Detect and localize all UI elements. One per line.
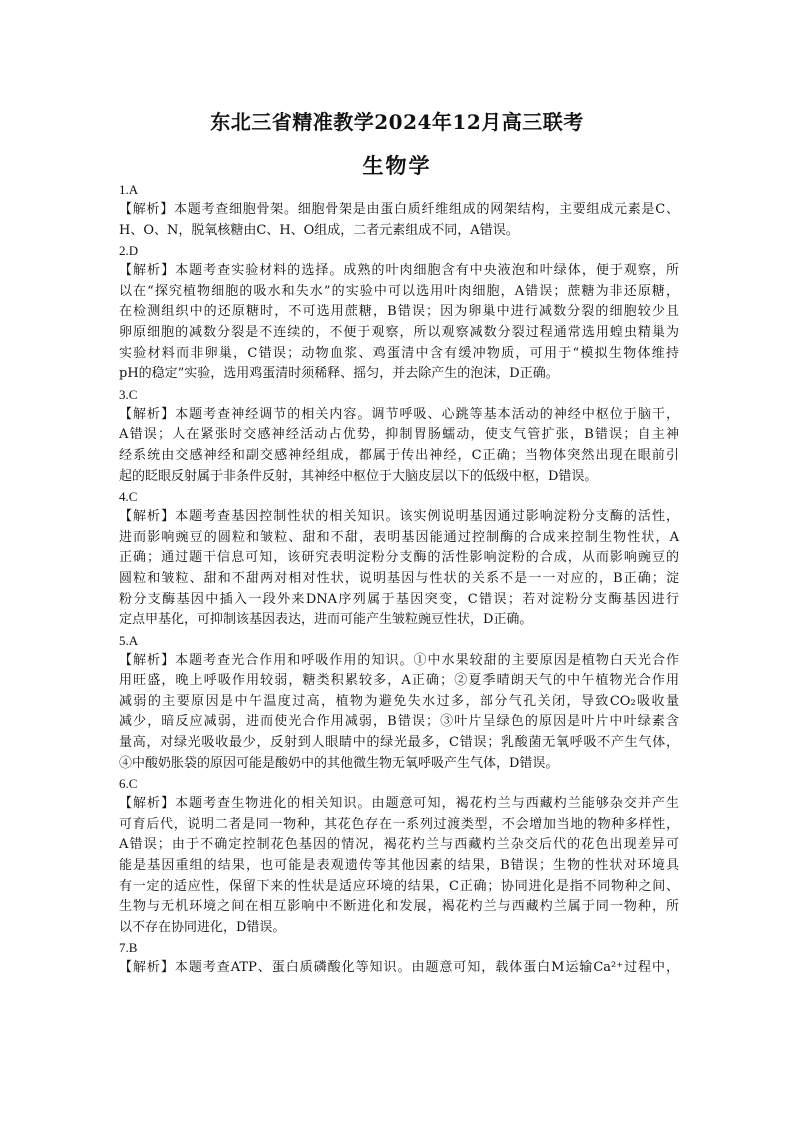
- answer-item: [119, 938, 679, 979]
- explanation-line: 卵原细胞的减数分裂是不连续的，不便于观察，所以观察减数分裂过程通常选用蝗虫精巢为: [119, 324, 679, 340]
- explanation-line: 【解析】本题考查生物进化的相关知识。由题意可知，褐花杓兰与西藏杓兰能够杂交并产生: [119, 796, 679, 812]
- explanation-line: 进而影响豌豆的圆粒和皱粒、甜和不甜，表明基因能通过控制酶的合成来控制生物性状，A: [119, 529, 679, 545]
- answer-key: 1.A: [119, 182, 139, 197]
- explanation-line: 能是基因重组的结果，也可能是表观遗传等其他因素的结果，B错误；生物的性状对环境具: [119, 858, 679, 874]
- explanation-paragraph: [119, 794, 679, 938]
- answer-item: [119, 631, 679, 775]
- explanation-line: 以在“探究植物细胞的吸水和失水”的实验中可以选用叶肉细胞，A错误；蔗糖为非还原糖，: [119, 283, 679, 299]
- explanation-line: ④中酸奶胀袋的原因可能是酸奶中的其他微生物无氧呼吸产生气体，D错误。: [119, 755, 559, 771]
- explanation-line: 【解析】本题考查光合作用和呼吸作用的知识。①中水果较甜的主要原因是植物白天光合作: [119, 652, 679, 668]
- answer-key: 2.D: [119, 243, 139, 259]
- explanation-line: 定点甲基化，可抑制该基因表达，进而可能产生皱粒豌豆性状，D正确。: [119, 612, 533, 628]
- explanation-line: 以不存在协同进化，D错误。: [119, 919, 286, 935]
- answer-key: 3.C: [119, 386, 138, 402]
- explanation-line: 【解析】本题考查细胞骨架。细胞骨架是由蛋白质纤维组成的网架结构，主要组成元素是C、: [119, 202, 679, 217]
- explanation-paragraph: [119, 200, 679, 241]
- explanation-line: 用旺盛，晚上呼吸作用较弱，糖类积累较多，A正确；②夏季晴朗天气的中午植物光合作用: [119, 673, 679, 689]
- answer-item: [119, 385, 679, 487]
- explanation-line: 量高，对绿光吸收最少，反射到人眼睛中的绿光最多，C错误；乳酸菌无氧呼吸不产生气体，: [119, 735, 679, 751]
- explanation-line: A错误；人在紧张时交感神经活动占优势，抑制胃肠蠕动，使支气管扩张，B错误；自主神: [119, 427, 679, 443]
- explanation-line: 可育后代，说明二者是同一物种，其花色存在一系列过渡类型，不会增加当地的物种多样性，: [119, 816, 679, 832]
- answer-item: [119, 774, 679, 938]
- answer-item: [119, 241, 679, 385]
- explanation-line: 【解析】本题考查ATP、蛋白质磷酸化等知识。由题意可知，载体蛋白M运输Ca²⁺过程中，: [119, 960, 679, 976]
- explanation-line: H、O、N，脱氧核糖由C、H、O组成，二者元素组成不同，A错误。: [119, 222, 519, 238]
- explanation-line: 生物与无机环境之间在相互影响中不断进化和发展，褐花杓兰与西藏杓兰属于同一物种，所: [119, 899, 679, 915]
- subject-title: 生物学: [362, 153, 432, 178]
- explanation-line: 粉分支酶基因中插入一段外来DNA序列属于基因突变，C错误；若对淀粉分支酶基因进行: [119, 591, 679, 607]
- answer-item: [119, 487, 679, 631]
- explanation-line: pH的稳定”实验，选用鸡蛋清时须稀释、摇匀，并去除产生的泡沫，D正确。: [119, 366, 559, 382]
- answer-explanations: [119, 180, 679, 979]
- explanation-line: 圆粒和皱粒、甜和不甜两对相对性状，说明基因与性状的关系不是一一对应的，B正确；淀: [119, 570, 679, 586]
- explanation-line: A错误；由于不确定控制花色基因的情况，褐花杓兰与西藏杓兰杂交后代的花色出现差异可: [119, 837, 679, 853]
- explanation-paragraph: [119, 958, 679, 979]
- answer-item: [119, 180, 679, 241]
- explanation-line: 【解析】本题考查神经调节的相关内容。调节呼吸、心跳等基本活动的神经中枢位于脑干，: [119, 406, 679, 422]
- answer-key: 7.B: [119, 940, 138, 956]
- explanation-line: 减少，暗反应减弱，进而使光合作用减弱，B错误；③叶片呈绿色的原因是叶片中叶绿素含: [119, 714, 679, 730]
- explanation-line: 减弱的主要原因是中午温度过高，植物为避免失水过多，部分气孔关闭，导致CO₂吸收量: [119, 693, 679, 709]
- exam-title: 东北三省精准教学2024年12月高三联考: [210, 110, 584, 134]
- explanation-line: 在检测组织中的还原糖时，不可选用蔗糖，B错误；因为卵巢中进行减数分裂的细胞较少且: [119, 304, 679, 320]
- explanation-paragraph: [119, 507, 679, 631]
- explanation-line: 有一定的适应性，保留下来的性状是适应环境的结果，C正确；协同进化是指不同物种之间、: [119, 878, 679, 894]
- explanation-line: 【解析】本题考查实验材料的选择。成熟的叶肉细胞含有中央液泡和叶绿体，便于观察，所: [119, 263, 679, 279]
- explanation-paragraph: [119, 405, 679, 487]
- answer-key: 4.C: [119, 489, 138, 505]
- explanation-paragraph: [119, 261, 679, 385]
- explanation-line: 正确；通过题干信息可知，该研究表明淀粉分支酶的活性影响淀粉的合成，从而影响豌豆的: [119, 550, 679, 566]
- answer-key: 6.C: [119, 776, 138, 792]
- answer-key: 5.A: [119, 632, 139, 648]
- explanation-line: 实验材料而非卵巢，C错误；动物血浆、鸡蛋清中含有缓冲物质，可用于“模拟生物体维持: [119, 345, 679, 361]
- explanation-paragraph: [119, 651, 679, 775]
- explanation-line: 起的眨眼反射属于非条件反射，其神经中枢位于大脑皮层以下的低级中枢，D错误。: [119, 468, 598, 484]
- explanation-line: 经系统由交感神经和副交感神经组成，都属于传出神经，C正确；当物体突然出现在眼前引: [119, 447, 679, 463]
- explanation-line: 【解析】本题考查基因控制性状的相关知识。该实例说明基因通过影响淀粉分支酶的活性，: [119, 509, 679, 525]
